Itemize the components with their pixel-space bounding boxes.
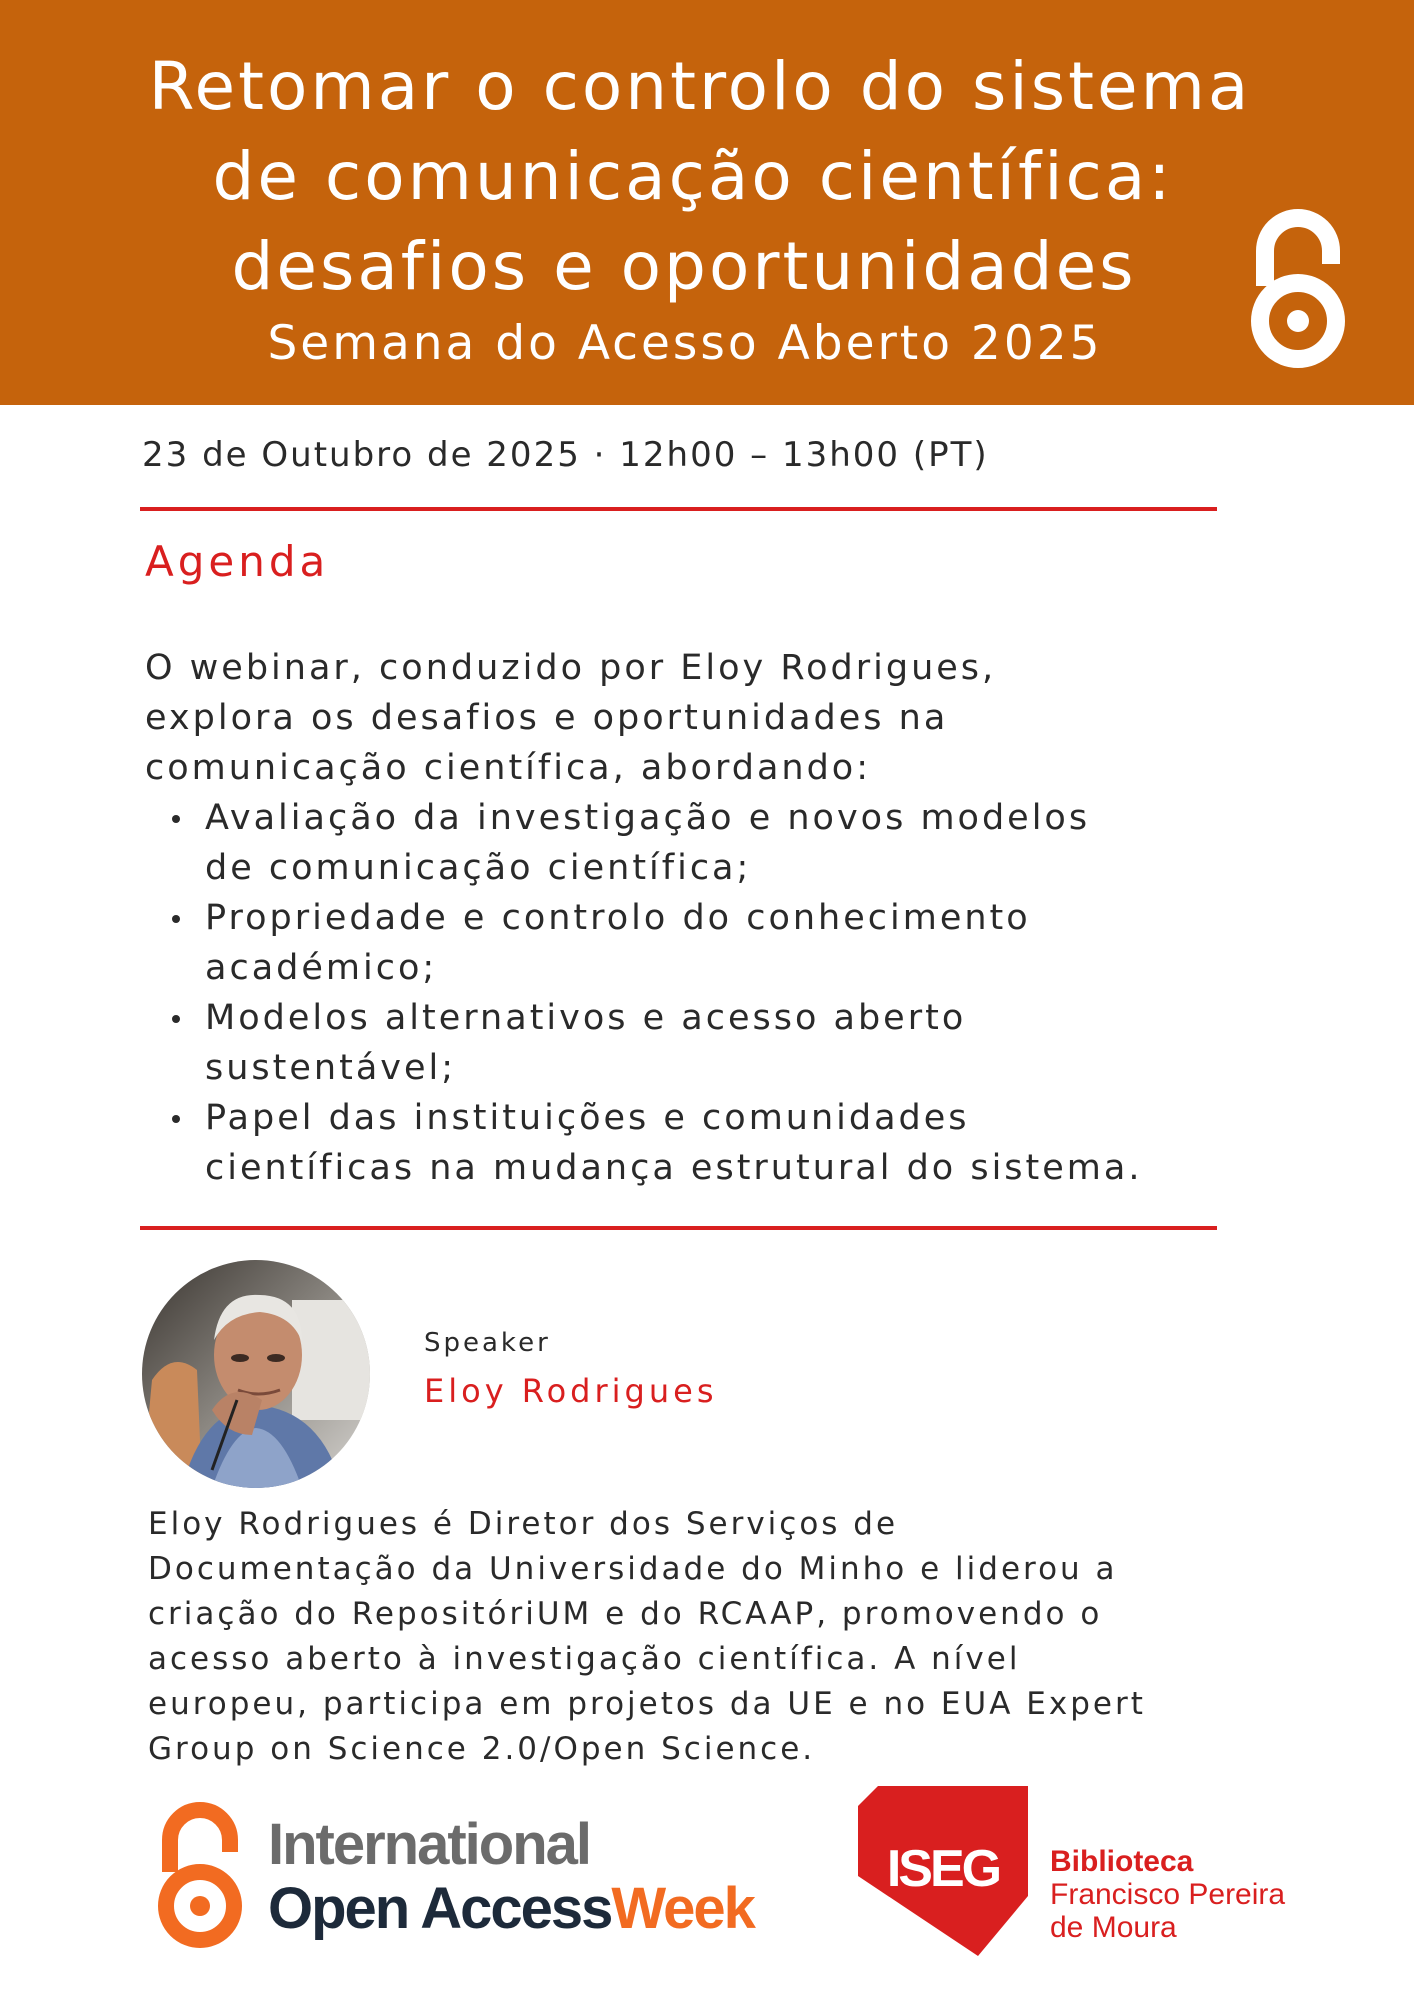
speaker-bio-line: criação do RepositóriUM e do RCAAP, promovendo o: [148, 1596, 1103, 1632]
header-banner: [0, 0, 1414, 405]
agenda-bullet: [170, 993, 1270, 1093]
bullet-dot-icon: [172, 1015, 180, 1023]
agenda-heading: Agenda: [145, 537, 330, 586]
agenda-intro-line: O webinar, conduzido por Eloy Rodrigues,: [145, 648, 997, 688]
speaker-bio-line: acesso aberto à investigação científica. A nível: [148, 1641, 1021, 1677]
title-line-2: de comunicação científica:: [212, 138, 1174, 215]
agenda-bullet-line: científicas na mudança estrutural do sistema.: [205, 1148, 1143, 1188]
event-date-time: 23 de Outubro de 2025 · 12h00 – 13h00 (PT): [142, 435, 989, 475]
library-name-line: Biblioteca: [1050, 1845, 1194, 1878]
agenda-bullet: [170, 1093, 1270, 1193]
library-name: [1050, 1845, 1285, 1944]
speaker-label: Speaker: [424, 1328, 551, 1358]
iseg-logo-text: ISEG: [886, 1840, 1000, 1898]
speaker-photo: [142, 1260, 370, 1488]
title-line-1: Retomar o controlo do sistema: [148, 48, 1252, 125]
oaw-logo-open-access: Open Access: [268, 1876, 612, 1941]
subtitle: Semana do Acesso Aberto 2025: [267, 316, 1103, 371]
agenda-bullet-line: de comunicação científica;: [205, 848, 752, 888]
divider: [140, 1226, 1217, 1230]
speaker-bio-line: europeu, participa em projetos da UE e no EUA Expert: [148, 1686, 1146, 1722]
agenda-bullet-line: sustentável;: [205, 1048, 457, 1088]
speaker-name: Eloy Rodrigues: [424, 1372, 718, 1410]
speaker-bio-line: Documentação da Universidade do Minho e liderou a: [148, 1551, 1118, 1587]
open-access-week-lock-icon: [150, 1798, 250, 1950]
agenda-bullet-line: Modelos alternativos e acesso aberto: [205, 998, 967, 1038]
bullet-dot-icon: [172, 915, 180, 923]
library-name-line: de Moura: [1050, 1911, 1177, 1944]
agenda-bullet: [170, 893, 1270, 993]
title-line-3: desafios e oportunidades: [231, 228, 1137, 305]
divider: [140, 507, 1217, 511]
agenda-bullet-line: Avaliação da investigação e novos modelos: [205, 798, 1091, 838]
speaker-bio-line: Eloy Rodrigues é Diretor dos Serviços de: [148, 1506, 899, 1542]
agenda-intro-line: comunicação científica, abordando:: [145, 748, 872, 788]
open-access-lock-icon: [1243, 206, 1353, 370]
oaw-logo-week: Week: [611, 1876, 754, 1941]
agenda-bullet-line: Papel das instituições e comunidades: [205, 1098, 970, 1138]
bullet-dot-icon: [172, 815, 180, 823]
bullet-dot-icon: [172, 1115, 180, 1123]
iseg-logo: [858, 1786, 1028, 1956]
agenda-bullet-line: Propriedade e controlo do conhecimento: [205, 898, 1031, 938]
agenda-intro-line: explora os desafios e oportunidades na: [145, 698, 949, 738]
library-name-line: Francisco Pereira: [1050, 1878, 1286, 1911]
agenda-bullet: [170, 793, 1270, 893]
agenda-bullet-list: [170, 793, 1270, 1193]
agenda-bullet-line: académico;: [205, 948, 438, 988]
oaw-logo-line-2: [268, 1876, 754, 1941]
speaker-bio: [148, 1502, 1328, 1772]
speaker-bio-line: Group on Science 2.0/Open Science.: [148, 1731, 816, 1767]
agenda-intro: [145, 643, 1265, 793]
oaw-logo-line-1: International: [268, 1812, 591, 1877]
